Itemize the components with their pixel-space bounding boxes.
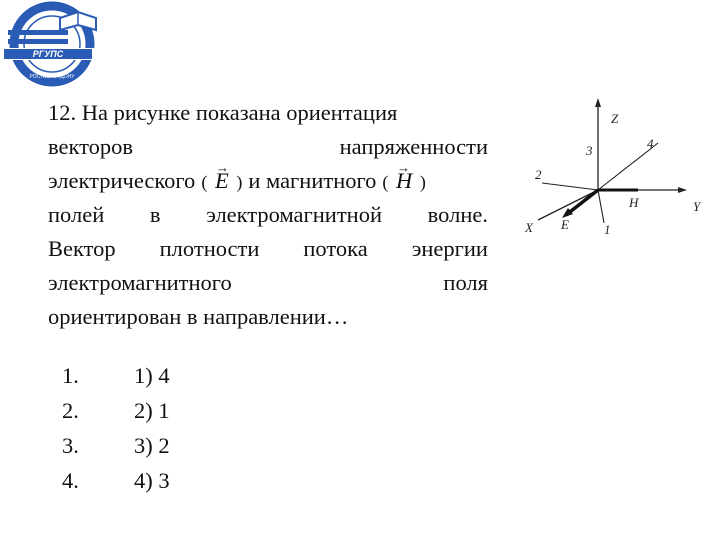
university-logo — [0, 0, 108, 88]
answer-text: 2) 1 — [134, 398, 170, 423]
question-line — [48, 266, 488, 300]
logo-emblem-icon — [0, 0, 108, 88]
answer-option[interactable] — [62, 393, 170, 428]
question-line — [48, 96, 488, 130]
e-vector-label: E — [561, 217, 569, 232]
word: Вектор — [48, 236, 116, 261]
word: полей — [48, 202, 105, 227]
direction-1-line — [598, 190, 604, 223]
e-vector-line — [566, 190, 598, 215]
answer-list — [62, 358, 170, 498]
question-line — [48, 130, 488, 164]
y-arrow-icon — [678, 187, 687, 193]
z-arrow-icon — [595, 98, 601, 107]
answer-option[interactable] — [62, 358, 170, 393]
answer-text: 4) 3 — [134, 468, 170, 493]
question-title: 12. На рисунке показана ориентация — [48, 100, 398, 125]
word: напряженности — [339, 134, 488, 159]
answer-number: 3. — [62, 433, 79, 458]
answer-number: 2. — [62, 398, 79, 423]
e-vector-symbol: ( → E ) — [199, 164, 244, 198]
vector-diagram — [500, 95, 715, 255]
direction-2-label: 2 — [535, 167, 542, 182]
word: в — [149, 202, 161, 227]
word: электромагнитной — [206, 202, 383, 227]
word: электрического — [48, 168, 196, 193]
question-line — [48, 164, 488, 198]
question-line — [48, 198, 488, 232]
word: электромагнитного — [48, 270, 232, 295]
answer-text: 1) 4 — [134, 363, 170, 388]
word: векторов — [48, 134, 134, 159]
logo-text: РГУПС — [32, 49, 64, 59]
direction-4-label: 4 — [647, 136, 654, 151]
word: поля — [443, 270, 488, 295]
word: плотности — [159, 236, 260, 261]
word: волне. — [427, 202, 488, 227]
word: и магнитного — [248, 168, 377, 193]
answer-option[interactable] — [62, 428, 170, 463]
logo-ring-text: РОСТОВ-НА-ДОНУ — [29, 74, 75, 80]
x-axis-label: X — [525, 220, 533, 235]
question-line — [48, 232, 488, 266]
h-vector-label: H — [629, 195, 639, 210]
y-axis-label: Y — [693, 199, 701, 214]
word: энергии — [411, 236, 488, 261]
h-vector-letter: → H — [396, 164, 412, 198]
word: ориентирован в направлении… — [48, 304, 349, 329]
e-vector-letter: → E — [215, 164, 229, 198]
word: потока — [303, 236, 368, 261]
answer-number: 4. — [62, 468, 79, 493]
answer-text: 3) 2 — [134, 433, 170, 458]
z-axis-label: Z — [611, 111, 619, 126]
direction-3-label: 3 — [586, 143, 593, 158]
h-vector-symbol: ( → H ) — [380, 164, 428, 198]
question-line — [48, 300, 488, 334]
direction-1-label: 1 — [604, 222, 611, 237]
answer-number: 1. — [62, 363, 79, 388]
question-text — [48, 96, 488, 334]
answer-option[interactable] — [62, 463, 170, 498]
direction-2-line — [542, 183, 598, 190]
